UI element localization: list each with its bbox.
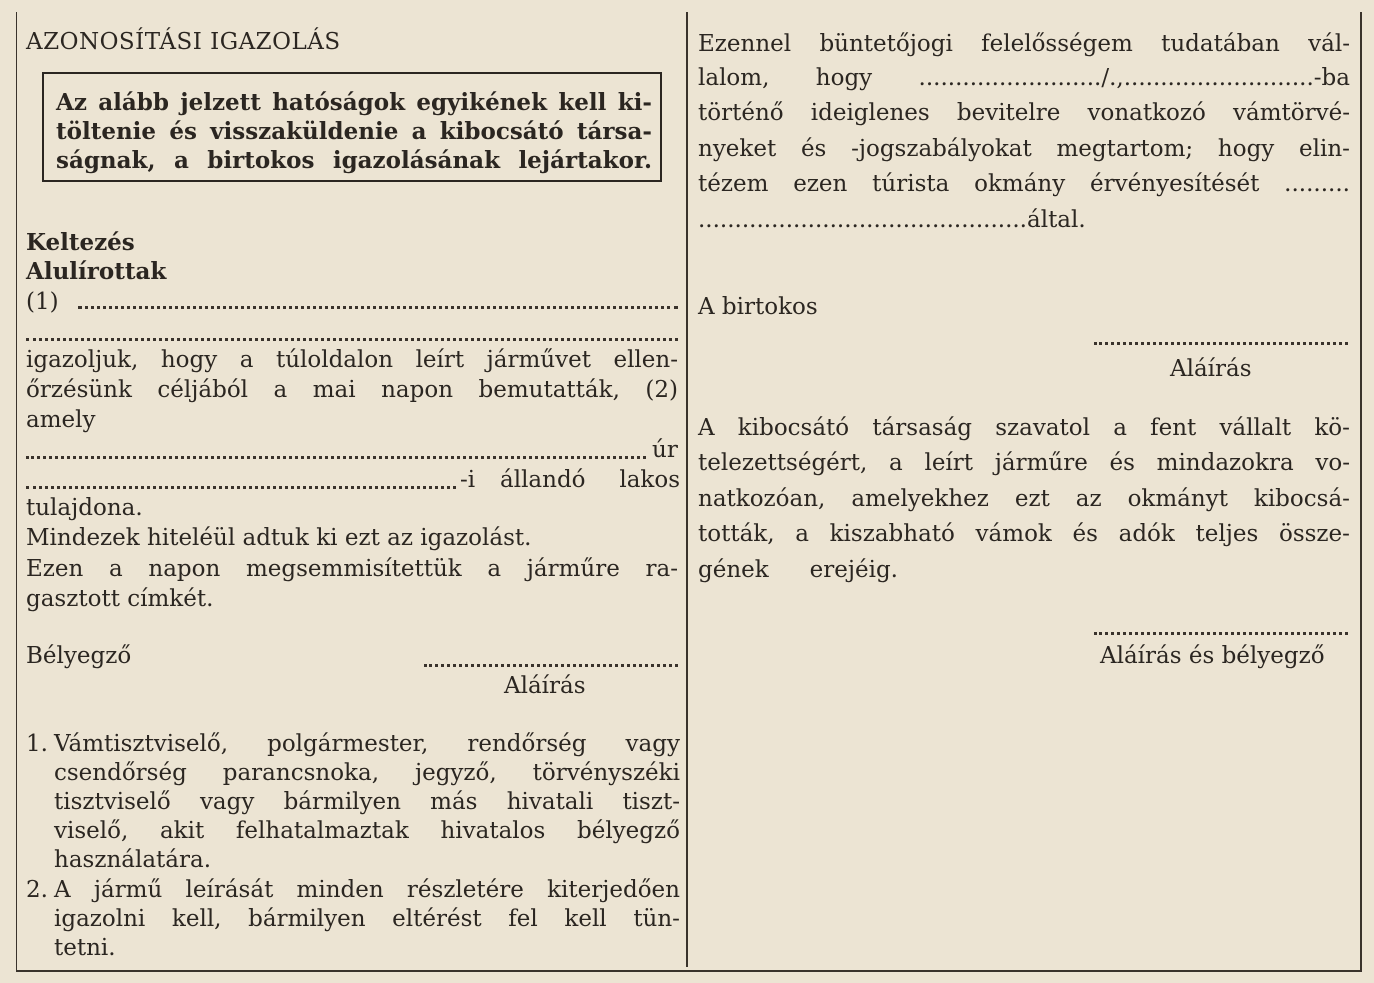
right-para2-line-2 — [698, 449, 1350, 478]
word: hogy — [815, 65, 873, 91]
word: vo- — [1315, 450, 1350, 476]
word: társaság — [872, 415, 973, 441]
note-1-line-4 — [54, 817, 680, 846]
word: hivatali — [506, 789, 594, 815]
holder-signature-line — [1094, 342, 1348, 345]
word: felhatalmaztak — [235, 818, 409, 844]
note-2-line-3 — [54, 934, 680, 963]
note-2-line-2 — [54, 905, 680, 934]
word: tetni. — [54, 935, 116, 961]
word: vagy — [625, 731, 680, 757]
word: erejéig. — [809, 557, 898, 583]
word: jelzett — [180, 89, 261, 116]
left-para-line-3 — [26, 406, 678, 435]
statement-2 — [26, 555, 678, 584]
word: birtokos — [207, 147, 315, 174]
word: érvényesítését — [1090, 171, 1260, 197]
word: kibocsá- — [1253, 486, 1350, 512]
word: történő — [698, 100, 784, 126]
owner-name-line — [26, 456, 646, 459]
word: túrista — [872, 171, 950, 197]
word: társa- — [576, 118, 652, 145]
word: tudatában — [1161, 31, 1280, 57]
left-para-line-2 — [26, 376, 678, 405]
right-para1-line-5 — [698, 170, 1350, 199]
word: visszaküldenie — [210, 118, 399, 145]
ref1-label: (1) — [26, 289, 59, 315]
word: kiszabható — [829, 521, 955, 547]
word: őrzésünk — [26, 377, 132, 403]
word: törvényszéki — [532, 760, 680, 786]
word: ideiglenes — [810, 100, 930, 126]
note-1-number: 1. — [26, 731, 48, 757]
word: bélyegző — [576, 818, 680, 844]
word: a — [239, 347, 254, 373]
undersigned-label: Alulírottak — [26, 258, 167, 285]
company-signature-label: Aláírás és bélyegző — [1100, 643, 1325, 669]
word: igazolni — [54, 906, 146, 932]
word: össze- — [1278, 521, 1350, 547]
word: okmányt — [1127, 486, 1228, 512]
word: a — [173, 147, 189, 174]
word: jármű — [93, 877, 163, 903]
word: bármilyen — [248, 906, 366, 932]
word: bevitelre — [956, 100, 1061, 126]
word: minden — [296, 877, 384, 903]
resident-words: állandó lakos — [500, 467, 680, 493]
holder-signature-label: Aláírás — [1170, 356, 1252, 382]
word: natkozóan, — [698, 486, 826, 512]
word: -jogszabályokat — [851, 136, 1032, 162]
undersigned-name-line — [78, 306, 678, 309]
word: amelyekhez — [851, 486, 989, 512]
word: Az — [56, 89, 87, 116]
word: leírását — [185, 877, 274, 903]
word: ra- — [645, 556, 678, 582]
word: vámok — [975, 521, 1052, 547]
word: Ezen — [26, 556, 84, 582]
word: mai — [312, 377, 356, 403]
word: hogy — [1217, 136, 1275, 162]
signature-line-left — [424, 664, 678, 667]
word: teljes — [1195, 521, 1259, 547]
word: (2) — [645, 377, 678, 403]
word: és — [1109, 450, 1135, 476]
word: telezettségért, — [698, 450, 868, 476]
word: gének — [698, 557, 769, 583]
word: más — [430, 789, 478, 815]
word: hivatalos — [440, 818, 546, 844]
word: ellen- — [613, 347, 678, 373]
right-para1-line-3 — [698, 99, 1350, 128]
word: kibocsátó — [439, 118, 564, 145]
word: az — [1075, 486, 1102, 512]
word: kell — [558, 89, 607, 116]
word: vagy — [199, 789, 255, 815]
word: parancsnoka, — [222, 760, 380, 786]
word: megtartom; — [1056, 136, 1194, 162]
word: a — [273, 377, 288, 403]
word: bármilyen — [283, 789, 401, 815]
word: a — [795, 521, 809, 547]
resident-suffix: -i — [460, 467, 476, 493]
right-para2-line-3 — [698, 485, 1350, 514]
column-divider — [686, 12, 688, 967]
word: járműre — [994, 450, 1088, 476]
notice-line-1 — [56, 88, 652, 117]
word: a — [487, 556, 502, 582]
word: ......... — [1284, 171, 1350, 197]
word: napon — [148, 556, 221, 582]
word: kibocsátó — [737, 415, 850, 441]
resident-place-line — [26, 486, 456, 489]
holder-label: A birtokos — [698, 294, 818, 320]
word: tották, — [698, 521, 775, 547]
word: ezt — [1014, 486, 1050, 512]
word: csendőrség — [54, 760, 187, 786]
stamp-label: Bélyegző — [26, 643, 132, 669]
word: bemutatták, — [478, 377, 620, 403]
word: és — [1072, 521, 1098, 547]
statement-3: gasztott címkét. — [26, 586, 214, 612]
word: ezen — [793, 171, 848, 197]
word: túloldalon — [275, 347, 394, 373]
word: rendőrség — [467, 731, 587, 757]
right-para1-line-6 — [698, 206, 1086, 235]
word: elin- — [1299, 136, 1350, 162]
word: fent — [1150, 415, 1197, 441]
word: használatára. — [54, 847, 212, 873]
word: büntetőjogi — [819, 31, 953, 57]
word: adók — [1118, 521, 1175, 547]
word: a — [889, 450, 903, 476]
notice-line-2 — [56, 117, 652, 146]
note-2-number: 2. — [26, 877, 48, 903]
word: okmány — [974, 171, 1066, 197]
owner-suffix: úr — [652, 437, 678, 463]
word: ........................./.,..........................-ba — [918, 65, 1350, 91]
word: leírt — [415, 347, 465, 373]
right-para2-line-5 — [698, 556, 898, 585]
word: felelősségem — [981, 31, 1133, 57]
word: nyeket — [698, 136, 777, 162]
form-title: AZONOSÍTÁSI IGAZOLÁS — [26, 29, 341, 55]
word: polgármester, — [267, 731, 429, 757]
word: kell — [564, 906, 607, 932]
word: viselő, — [54, 818, 129, 844]
word: járműre — [526, 556, 620, 582]
word: lejártakor. — [518, 147, 652, 174]
word: tézem — [698, 171, 769, 197]
note-1-line-5 — [54, 846, 680, 875]
note-1-line-3 — [54, 788, 680, 817]
word: vonatkozó — [1087, 100, 1206, 126]
company-signature-line — [1094, 632, 1348, 635]
word: igazoljuk, — [26, 347, 139, 373]
word: A — [698, 415, 715, 441]
left-para-line-1 — [26, 346, 678, 375]
word: kiterjedően — [547, 877, 680, 903]
word: ki- — [617, 89, 652, 116]
word: és — [800, 136, 827, 162]
right-para1-line-2 — [698, 64, 1350, 93]
word: lalom, — [698, 65, 770, 91]
notice-box — [42, 72, 662, 182]
date-label: Keltezés — [26, 229, 135, 256]
word: napon — [381, 377, 454, 403]
word: amely — [26, 407, 96, 433]
word: eltérést — [392, 906, 482, 932]
word: és — [169, 118, 197, 145]
word: A — [54, 877, 71, 903]
word: hogy — [160, 347, 218, 373]
word: kö- — [1314, 415, 1350, 441]
right-para1-line-1 — [698, 30, 1350, 59]
word: részletére — [406, 877, 524, 903]
word: járművet — [486, 347, 591, 373]
word: alább — [98, 89, 169, 116]
word: a — [411, 118, 427, 145]
owner-word: tulajdona. — [26, 495, 143, 521]
word: egyikének — [416, 89, 548, 116]
word: töltenie — [56, 118, 157, 145]
right-para2-line-1 — [698, 414, 1350, 443]
right-para1-line-4 — [698, 135, 1350, 164]
notice-line-3 — [56, 146, 652, 175]
word: Ezennel — [698, 31, 792, 57]
right-para2-line-4 — [698, 520, 1350, 549]
word: tiszt- — [622, 789, 680, 815]
word: által. — [1027, 207, 1086, 233]
word: akit — [159, 818, 205, 844]
word: Vámtisztviselő, — [54, 731, 229, 757]
word: céljából — [157, 377, 249, 403]
signature-label-left: Aláírás — [504, 673, 586, 699]
note-1-line-2 — [54, 759, 680, 788]
word: vámtörvé- — [1233, 100, 1350, 126]
word: a — [109, 556, 123, 582]
word: fel — [508, 906, 538, 932]
word: ságnak, — [56, 147, 156, 174]
word: vállalt — [1219, 415, 1292, 441]
word: szavatol — [995, 415, 1091, 441]
word: leírt — [924, 450, 974, 476]
word: jegyző, — [414, 760, 497, 786]
word: tün- — [633, 906, 680, 932]
word: ............................................. — [698, 207, 1027, 233]
word: hatóságok — [272, 89, 406, 116]
undersigned-name-line-2 — [26, 338, 678, 341]
word: vál- — [1308, 31, 1350, 57]
word: tisztviselő — [54, 789, 171, 815]
word: megsemmisítettük — [245, 556, 462, 582]
word: mindazokra — [1156, 450, 1294, 476]
statement-1: Mindezek hiteléül adtuk ki ezt az igazolást. — [26, 525, 532, 551]
note-1-line-1 — [54, 730, 680, 759]
note-2-line-1 — [54, 876, 680, 905]
word: igazolásának — [332, 147, 501, 174]
word: kell, — [171, 906, 222, 932]
word: a — [1113, 415, 1127, 441]
